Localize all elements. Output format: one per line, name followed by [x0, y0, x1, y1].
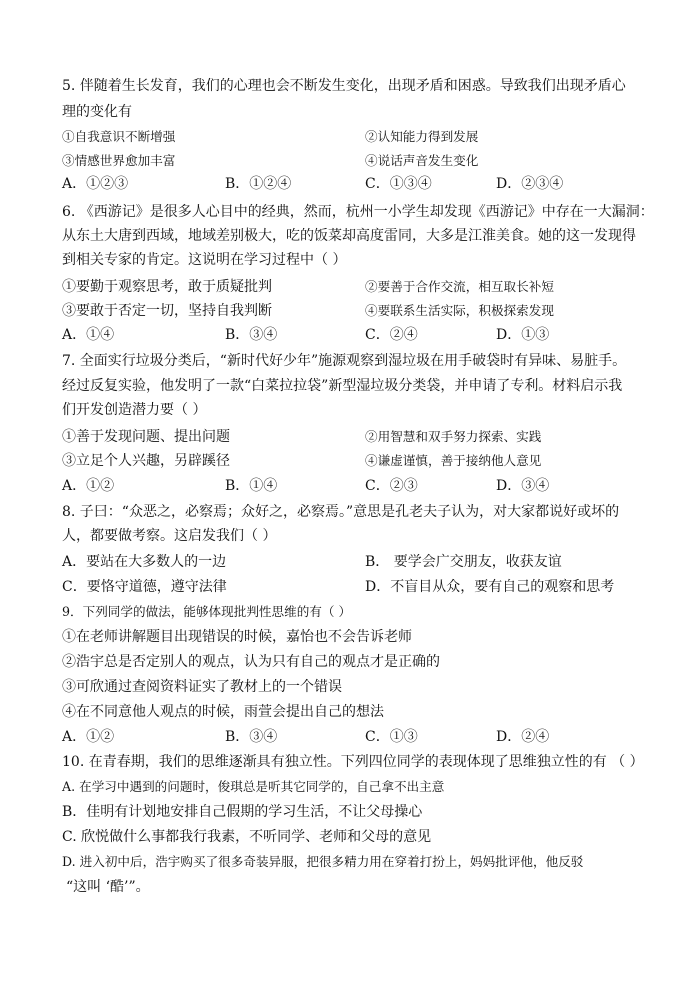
- q5-item-2: ②认知能力得到发展: [365, 129, 479, 144]
- q8-options-row2: [62, 577, 662, 597]
- q10-option-c: C. 欣悦做什么事都我行我素，不听同学、老师和父母的意见: [62, 829, 432, 845]
- q7-option-c: C．②③: [365, 478, 418, 494]
- q5-items-row2: [62, 150, 662, 170]
- q7-item-2: ②用智慧和双手努力探索、实践: [365, 429, 542, 444]
- q6-stem-line2: 从东土大唐到西域，地域差别极大，吃的饭菜却高度雷同，大多是江淮美食。她的这一发现得: [62, 228, 636, 244]
- q7-item-1: ①善于发现问题、提出问题: [62, 429, 230, 445]
- q6-option-a: A．①④: [62, 327, 115, 343]
- q6-item-4: ④要联系生活实际，积极探索发现: [365, 303, 554, 318]
- q7-item-3: ③立足个人兴趣，另辟蹊径: [62, 453, 230, 469]
- q9-option-d: D．②④: [496, 729, 550, 745]
- q10-option-d-tail: “这叫 ‘酷’”。: [66, 879, 150, 895]
- q5-option-a: A．①②③: [62, 176, 129, 192]
- q9-option-b: B．③④: [225, 729, 278, 745]
- q5-option-c: C．①③④: [365, 176, 432, 192]
- q5-option-d: D．②③④: [496, 176, 564, 192]
- q6-item-3: ③要敢于否定一切，坚持自我判断: [62, 303, 272, 319]
- q7-items-row2: [62, 450, 662, 470]
- q10-option-a: A. 在学习中遇到的问题时，俊琪总是听其它同学的，自己拿不出主意: [62, 779, 445, 794]
- q7-item-4: ④谦虚谨慎，善于接纳他人意见: [365, 453, 542, 468]
- q8-option-c: C．要恪守道德，遵守法律: [62, 579, 227, 595]
- q5-options: [62, 174, 662, 194]
- q7-stem-line3: 们开发创造潜力要（ ）: [62, 402, 207, 418]
- q9-options: [62, 727, 662, 747]
- q8-option-d: D．不盲目从众，要有自己的观察和思考: [365, 579, 615, 595]
- q8-option-a: A．要站在大多数人的一边: [62, 554, 227, 570]
- q9-item-1: ①在老师讲解题目出现错误的时候，嘉怡也不会告诉老师: [62, 629, 412, 645]
- q10-option-b: B．佳明有计划地安排自己假期的学习生活，不让父母操心: [62, 804, 423, 820]
- q9-item-4: ④在不同意他人观点的时候，雨萱会提出自己的想法: [62, 704, 384, 720]
- q7-option-a: A．①②: [62, 478, 115, 494]
- q6-option-d: D．①③: [496, 327, 550, 343]
- q6-stem-line1: 6. 《西游记》是很多人心目中的经典，然而，杭州一小学生却发现《西游记》中存在一大漏洞：: [62, 204, 654, 220]
- q5-option-b: B．①②④: [225, 176, 292, 192]
- q8-option-b: B． 要学会广交朋友，收获友谊: [365, 554, 562, 570]
- q5-stem-line2: 理的变化有: [62, 104, 132, 120]
- q6-items-row2: [62, 300, 662, 320]
- q7-stem-line2: 经过反复实验，他发明了一款“白菜拉拉袋”新型湿垃圾分类袋，并申请了专利。材料启示我: [62, 378, 623, 394]
- q9-item-2: ②浩宇总是否定别人的观点，认为只有自己的观点才是正确的: [62, 654, 440, 670]
- q10-option-d: D. 进入初中后，浩宇购买了很多奇装异服，把很多精力用在穿着打扮上，妈妈批评他，他反驳: [62, 854, 584, 869]
- q6-stem-line3: 到相关专家的肯定。这说明在学习过程中（ ）: [62, 252, 347, 268]
- q6-item-2: ②要善于合作交流，相互取长补短: [365, 279, 554, 294]
- q6-option-c: C．②④: [365, 327, 418, 343]
- q7-stem-line1: 7. 全面实行垃圾分类后，“新时代好少年”施源观察到湿垃圾在用手破袋时有异味、易脏手。: [62, 353, 627, 369]
- q7-option-d: D．③④: [496, 478, 550, 494]
- q7-items-row1: [62, 426, 662, 446]
- q7-options: [62, 476, 662, 496]
- q7-option-b: B．①④: [225, 478, 278, 494]
- q5-item-1: ①自我意识不断增强: [62, 129, 176, 144]
- q5-stem-line1: 5. 伴随着生长发育，我们的心理也会不断发生变化，出现矛盾和困惑。导致我们出现矛盾心: [62, 78, 626, 94]
- q9-option-a: A．①②: [62, 729, 115, 745]
- q5-item-3: ③情感世界愈加丰富: [62, 153, 176, 168]
- q9-item-3: ③可欣通过查阅资料证实了教材上的一个错误: [62, 679, 342, 695]
- q5-item-4: ④说话声音发生变化: [365, 153, 479, 168]
- q5-items-row1: [62, 126, 662, 146]
- q9-option-c: C．①③: [365, 729, 418, 745]
- q10-stem: 10. 在青春期，我们的思维逐渐具有独立性。下列四位同学的表现体现了思维独立性的有 （ ）: [62, 754, 644, 770]
- q6-options: [62, 325, 662, 345]
- q8-stem-line2: 人，都要做考察。这启发我们（ ）: [62, 528, 277, 544]
- q6-option-b: B．③④: [225, 327, 278, 343]
- q8-options-row1: [62, 552, 662, 572]
- q9-stem: 9．下列同学的做法，能够体现批判性思维的有（ ）: [62, 604, 352, 619]
- q6-items-row1: [62, 276, 662, 296]
- q8-stem-line1: 8. 子曰：“众恶之，必察焉；众好之，必察焉。”意思是孔老夫子认为，对大家都说好或坏的: [62, 504, 620, 520]
- q6-item-1: ①要勤于观察思考，敢于质疑批判: [62, 279, 272, 295]
